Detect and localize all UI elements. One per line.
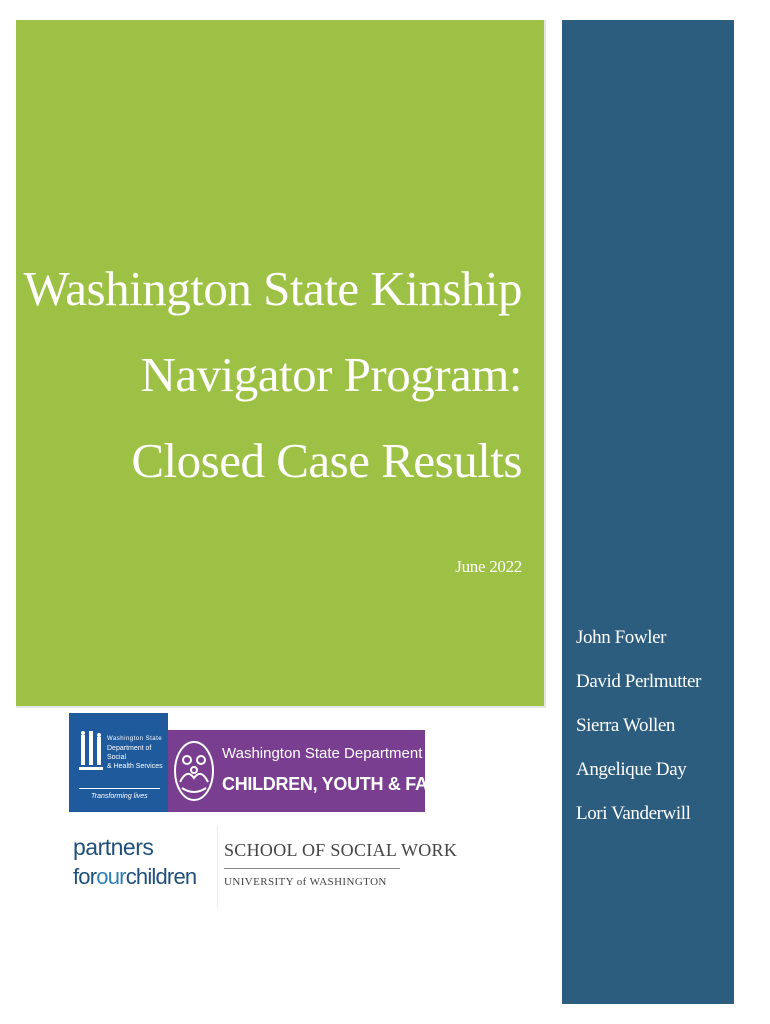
author-list <box>576 616 701 836</box>
author-item: David Perlmutter <box>576 671 701 692</box>
pfoc-line-1: partners <box>73 834 154 860</box>
report-title <box>22 246 522 504</box>
title-line-3: Closed Case Results <box>131 433 522 488</box>
dshs-emblem-icon <box>79 731 103 771</box>
title-line-1: Washington State Kinship <box>23 261 522 316</box>
pfoc-for: for <box>73 864 97 889</box>
dcyf-logo <box>168 730 486 812</box>
ssw-line-1: SCHOOL OF SOCIAL WORK <box>224 840 458 860</box>
dshs-line-2: Department of Social <box>107 745 152 761</box>
report-date: June 2022 <box>455 557 522 576</box>
ssw-divider <box>224 868 400 869</box>
ssw-line-2: UNIVERSITY of WASHINGTON <box>224 876 387 888</box>
author-item: Lori Vanderwill <box>576 803 691 824</box>
family-icon <box>172 738 216 804</box>
dshs-line-3: & Health Services <box>107 763 163 770</box>
dshs-divider <box>79 788 160 789</box>
school-of-social-work-logo <box>217 826 458 908</box>
cover-title-panel <box>16 20 546 708</box>
dcyf-line-2: CHILDREN, YOUTH & FAMILIES <box>222 774 486 794</box>
author-item: Sierra Wollen <box>576 715 675 736</box>
partners-for-our-children-logo <box>69 826 217 908</box>
pfoc-children: children <box>125 864 197 889</box>
dshs-tagline: Transforming lives <box>91 793 148 800</box>
title-line-2: Navigator Program: <box>140 347 522 402</box>
dshs-line-1: Washington State <box>107 736 163 742</box>
author-item: John Fowler <box>576 627 667 648</box>
dshs-name <box>107 735 168 771</box>
pfoc-line-2 <box>73 864 196 890</box>
pfoc-our: our <box>96 864 126 889</box>
author-item: Angelique Day <box>576 759 687 780</box>
dcyf-line-1: Washington State Department of <box>222 745 440 762</box>
dshs-logo <box>69 713 168 812</box>
authors-panel <box>562 20 734 1004</box>
